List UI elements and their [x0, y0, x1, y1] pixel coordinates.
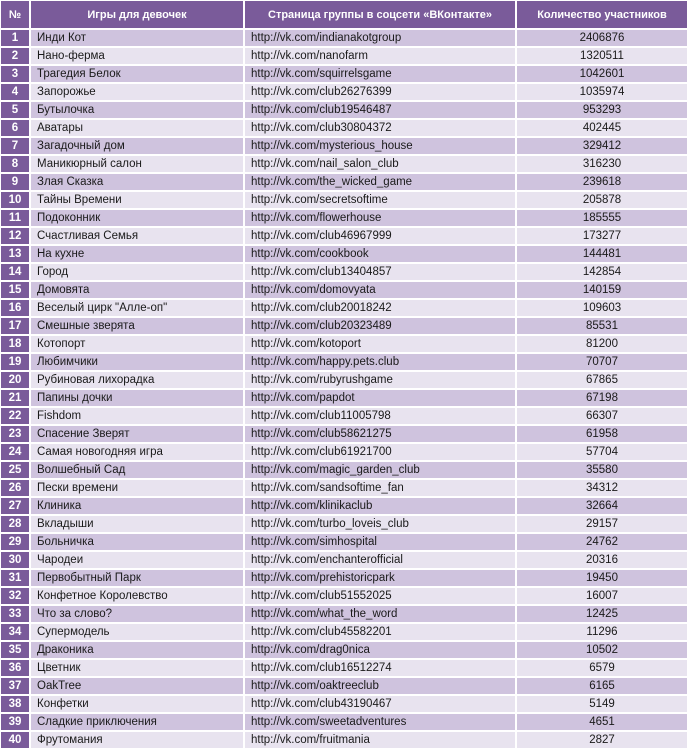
- game-name: Счастливая Семья: [30, 227, 244, 245]
- group-link[interactable]: http://vk.com/indianakotgroup: [244, 29, 516, 47]
- row-number: 2: [0, 47, 30, 65]
- game-name: Злая Сказка: [30, 173, 244, 191]
- row-number: 38: [0, 695, 30, 713]
- table-row: [0, 47, 688, 65]
- game-name: Самая новогодняя игра: [30, 443, 244, 461]
- row-number: 33: [0, 605, 30, 623]
- group-link[interactable]: http://vk.com/turbo_loveis_club: [244, 515, 516, 533]
- game-name: Супермодель: [30, 623, 244, 641]
- table-row: [0, 515, 688, 533]
- row-number: 40: [0, 731, 30, 749]
- table-row: [0, 83, 688, 101]
- member-count: 57704: [516, 443, 688, 461]
- table-row: [0, 641, 688, 659]
- row-number: 30: [0, 551, 30, 569]
- game-name: Инди Кот: [30, 29, 244, 47]
- member-count: 140159: [516, 281, 688, 299]
- group-link[interactable]: http://vk.com/flowerhouse: [244, 209, 516, 227]
- row-number: 14: [0, 263, 30, 281]
- row-number: 32: [0, 587, 30, 605]
- member-count: 29157: [516, 515, 688, 533]
- row-number: 4: [0, 83, 30, 101]
- row-number: 21: [0, 389, 30, 407]
- group-link[interactable]: http://vk.com/club51552025: [244, 587, 516, 605]
- member-count: 953293: [516, 101, 688, 119]
- group-link[interactable]: http://vk.com/cookbook: [244, 245, 516, 263]
- member-count: 11296: [516, 623, 688, 641]
- row-number: 37: [0, 677, 30, 695]
- group-link[interactable]: http://vk.com/rubyrushgame: [244, 371, 516, 389]
- game-name: Тайны Времени: [30, 191, 244, 209]
- row-number: 28: [0, 515, 30, 533]
- game-name: Клиника: [30, 497, 244, 515]
- game-name: Спасение Зверят: [30, 425, 244, 443]
- member-count: 85531: [516, 317, 688, 335]
- table-row: [0, 173, 688, 191]
- group-link[interactable]: http://vk.com/mysterious_house: [244, 137, 516, 155]
- row-number: 35: [0, 641, 30, 659]
- member-count: 316230: [516, 155, 688, 173]
- table-row: [0, 461, 688, 479]
- row-number: 31: [0, 569, 30, 587]
- group-link[interactable]: http://vk.com/magic_garden_club: [244, 461, 516, 479]
- table-row: [0, 191, 688, 209]
- table-row: [0, 407, 688, 425]
- game-name: Веселый цирк "Алле-оп": [30, 299, 244, 317]
- group-link[interactable]: http://vk.com/enchanterofficial: [244, 551, 516, 569]
- group-link[interactable]: http://vk.com/nanofarm: [244, 47, 516, 65]
- row-number: 16: [0, 299, 30, 317]
- member-count: 142854: [516, 263, 688, 281]
- game-name: Любимчики: [30, 353, 244, 371]
- group-link[interactable]: http://vk.com/club61921700: [244, 443, 516, 461]
- table-row: [0, 425, 688, 443]
- game-name: Рубиновая лихорадка: [30, 371, 244, 389]
- member-count: 16007: [516, 587, 688, 605]
- game-name: Загадочный дом: [30, 137, 244, 155]
- game-name: Fishdom: [30, 407, 244, 425]
- game-name: Конфетки: [30, 695, 244, 713]
- group-link[interactable]: http://vk.com/what_the_word: [244, 605, 516, 623]
- member-count: 4651: [516, 713, 688, 731]
- row-number: 24: [0, 443, 30, 461]
- game-name: Бутылочка: [30, 101, 244, 119]
- table-row: [0, 695, 688, 713]
- game-name: Пески времени: [30, 479, 244, 497]
- header-number: №: [0, 0, 30, 29]
- group-link[interactable]: http://vk.com/oaktreeclub: [244, 677, 516, 695]
- table-row: [0, 155, 688, 173]
- member-count: 239618: [516, 173, 688, 191]
- group-link[interactable]: http://vk.com/sweetadventures: [244, 713, 516, 731]
- table-row: [0, 353, 688, 371]
- game-name: Домовята: [30, 281, 244, 299]
- member-count: 81200: [516, 335, 688, 353]
- row-number: 8: [0, 155, 30, 173]
- row-number: 22: [0, 407, 30, 425]
- game-name: Папины дочки: [30, 389, 244, 407]
- table-row: [0, 677, 688, 695]
- row-number: 36: [0, 659, 30, 677]
- member-count: 402445: [516, 119, 688, 137]
- table-body: [0, 29, 688, 749]
- row-number: 13: [0, 245, 30, 263]
- member-count: 34312: [516, 479, 688, 497]
- group-link[interactable]: http://vk.com/club20323489: [244, 317, 516, 335]
- group-link[interactable]: http://vk.com/nail_salon_club: [244, 155, 516, 173]
- game-name: Драконика: [30, 641, 244, 659]
- row-number: 3: [0, 65, 30, 83]
- member-count: 67198: [516, 389, 688, 407]
- table-row: [0, 281, 688, 299]
- table-row: [0, 659, 688, 677]
- table-row: [0, 623, 688, 641]
- member-count: 5149: [516, 695, 688, 713]
- row-number: 10: [0, 191, 30, 209]
- table-row: [0, 371, 688, 389]
- game-name: Маникюрный салон: [30, 155, 244, 173]
- group-link[interactable]: http://vk.com/club45582201: [244, 623, 516, 641]
- row-number: 9: [0, 173, 30, 191]
- game-name: На кухне: [30, 245, 244, 263]
- row-number: 17: [0, 317, 30, 335]
- table-row: [0, 587, 688, 605]
- table-row: [0, 227, 688, 245]
- game-name: Трагедия Белок: [30, 65, 244, 83]
- member-count: 205878: [516, 191, 688, 209]
- table-row: [0, 569, 688, 587]
- row-number: 12: [0, 227, 30, 245]
- member-count: 109603: [516, 299, 688, 317]
- table-row: [0, 299, 688, 317]
- game-name: Конфетное Королевство: [30, 587, 244, 605]
- group-link[interactable]: http://vk.com/fruitmania: [244, 731, 516, 749]
- group-link[interactable]: http://vk.com/papdot: [244, 389, 516, 407]
- member-count: 61958: [516, 425, 688, 443]
- game-name: Больничка: [30, 533, 244, 551]
- group-link[interactable]: http://vk.com/secretsoftime: [244, 191, 516, 209]
- table-row: [0, 551, 688, 569]
- member-count: 173277: [516, 227, 688, 245]
- member-count: 32664: [516, 497, 688, 515]
- header-game: Игры для девочек: [30, 0, 244, 29]
- game-name: Волшебный Сад: [30, 461, 244, 479]
- member-count: 2406876: [516, 29, 688, 47]
- game-name: Вкладыши: [30, 515, 244, 533]
- group-link[interactable]: http://vk.com/club16512274: [244, 659, 516, 677]
- game-name: Город: [30, 263, 244, 281]
- game-name: Первобытный Парк: [30, 569, 244, 587]
- member-count: 35580: [516, 461, 688, 479]
- group-link[interactable]: http://vk.com/sandsoftime_fan: [244, 479, 516, 497]
- group-link[interactable]: http://vk.com/club19546487: [244, 101, 516, 119]
- group-link[interactable]: http://vk.com/club58621275: [244, 425, 516, 443]
- group-link[interactable]: http://vk.com/drag0nica: [244, 641, 516, 659]
- table-row: [0, 263, 688, 281]
- group-link[interactable]: http://vk.com/kotoport: [244, 335, 516, 353]
- table-row: [0, 713, 688, 731]
- row-number: 29: [0, 533, 30, 551]
- group-link[interactable]: http://vk.com/simhospital: [244, 533, 516, 551]
- member-count: 66307: [516, 407, 688, 425]
- row-number: 6: [0, 119, 30, 137]
- row-number: 1: [0, 29, 30, 47]
- member-count: 185555: [516, 209, 688, 227]
- header-row: [0, 0, 688, 29]
- member-count: 20316: [516, 551, 688, 569]
- table-row: [0, 245, 688, 263]
- member-count: 6579: [516, 659, 688, 677]
- game-name: Нано-ферма: [30, 47, 244, 65]
- member-count: 12425: [516, 605, 688, 623]
- group-link[interactable]: http://vk.com/club20018242: [244, 299, 516, 317]
- group-link[interactable]: http://vk.com/club46967999: [244, 227, 516, 245]
- table-row: [0, 209, 688, 227]
- row-number: 11: [0, 209, 30, 227]
- game-name: Запорожье: [30, 83, 244, 101]
- group-link[interactable]: http://vk.com/squirrelsgame: [244, 65, 516, 83]
- member-count: 6165: [516, 677, 688, 695]
- group-link[interactable]: http://vk.com/domovyata: [244, 281, 516, 299]
- group-link[interactable]: http://vk.com/club43190467: [244, 695, 516, 713]
- header-members: Количество участников: [516, 0, 688, 29]
- member-count: 144481: [516, 245, 688, 263]
- group-link[interactable]: http://vk.com/klinikaclub: [244, 497, 516, 515]
- row-number: 5: [0, 101, 30, 119]
- member-count: 24762: [516, 533, 688, 551]
- table-row: [0, 65, 688, 83]
- game-name: Аватары: [30, 119, 244, 137]
- table-row: [0, 479, 688, 497]
- table-row: [0, 443, 688, 461]
- row-number: 15: [0, 281, 30, 299]
- table-row: [0, 497, 688, 515]
- game-name: Котопорт: [30, 335, 244, 353]
- game-name: OakTree: [30, 677, 244, 695]
- table-row: [0, 389, 688, 407]
- row-number: 25: [0, 461, 30, 479]
- row-number: 39: [0, 713, 30, 731]
- member-count: 70707: [516, 353, 688, 371]
- row-number: 23: [0, 425, 30, 443]
- game-name: Сладкие приключения: [30, 713, 244, 731]
- group-link[interactable]: http://vk.com/happy.pets.club: [244, 353, 516, 371]
- member-count: 19450: [516, 569, 688, 587]
- row-number: 18: [0, 335, 30, 353]
- table-row: [0, 605, 688, 623]
- row-number: 20: [0, 371, 30, 389]
- table-row: [0, 101, 688, 119]
- group-link[interactable]: http://vk.com/club11005798: [244, 407, 516, 425]
- group-link[interactable]: http://vk.com/club13404857: [244, 263, 516, 281]
- game-name: Чародеи: [30, 551, 244, 569]
- member-count: 1042601: [516, 65, 688, 83]
- table-row: [0, 29, 688, 47]
- group-link[interactable]: http://vk.com/the_wicked_game: [244, 173, 516, 191]
- member-count: 2827: [516, 731, 688, 749]
- member-count: 67865: [516, 371, 688, 389]
- row-number: 34: [0, 623, 30, 641]
- member-count: 1035974: [516, 83, 688, 101]
- table-row: [0, 533, 688, 551]
- member-count: 10502: [516, 641, 688, 659]
- member-count: 1320511: [516, 47, 688, 65]
- group-link[interactable]: http://vk.com/club26276399: [244, 83, 516, 101]
- game-name: Что за слово?: [30, 605, 244, 623]
- row-number: 7: [0, 137, 30, 155]
- table-row: [0, 137, 688, 155]
- table-row: [0, 335, 688, 353]
- game-name: Цветник: [30, 659, 244, 677]
- group-link[interactable]: http://vk.com/club30804372: [244, 119, 516, 137]
- row-number: 27: [0, 497, 30, 515]
- group-link[interactable]: http://vk.com/prehistoricpark: [244, 569, 516, 587]
- table-row: [0, 317, 688, 335]
- row-number: 19: [0, 353, 30, 371]
- row-number: 26: [0, 479, 30, 497]
- header-group-page: Страница группы в соцсети «ВКонтакте»: [244, 0, 516, 29]
- table-row: [0, 731, 688, 749]
- game-name: Фрутомания: [30, 731, 244, 749]
- member-count: 329412: [516, 137, 688, 155]
- game-name: Смешные зверята: [30, 317, 244, 335]
- table-row: [0, 119, 688, 137]
- game-name: Подоконник: [30, 209, 244, 227]
